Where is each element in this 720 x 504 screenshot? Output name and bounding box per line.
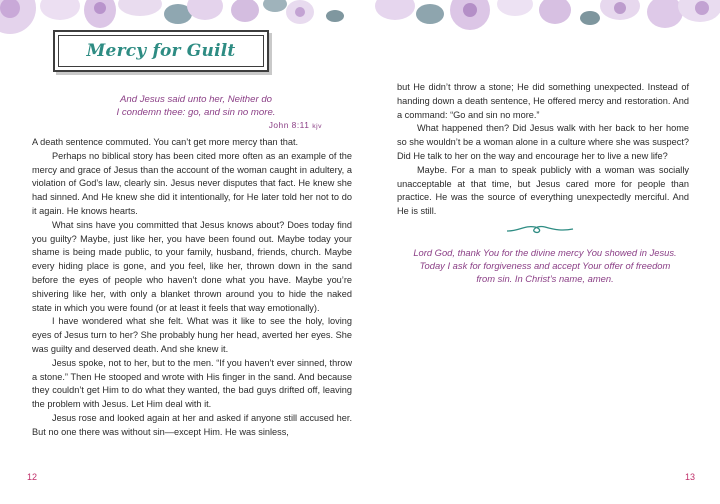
chapter-title: Mercy for Guilt bbox=[86, 41, 236, 61]
flower-cluster-right bbox=[375, 0, 720, 30]
paragraph: What sins have you committed that Jesus knows about? Does today find you guilty? Maybe, just like her, you have been found out. Maybe today your shame is being made public, to your family, husband, friends, church. Maybe every hiding place is gone, and you feel, like her, thrown down in the sand before the eyes of people who haven’t done what you have. Maybe you’re shivering like her, with only a blanket thrown around you to hide the naked state in which you were found (or at least it feels that way emotionally). bbox=[32, 219, 352, 313]
prayer-text: Lord God, thank You for the divine mercy You showed in Jesus. Today I ask for forgiveness and accept Your offer of freedom from sin. In Christ’s name, amen. bbox=[413, 247, 677, 285]
paragraph: I have wondered what she felt. What was it like to see the holy, loving eyes of Jesus turn to her? She probably hung her head, averted her eyes. She was guilty and deserved death. And she knew it. bbox=[32, 316, 352, 354]
flower-cluster-left bbox=[0, 0, 344, 34]
chapter-title-box bbox=[53, 30, 269, 72]
paragraph: A death sentence commuted. You can’t get more mercy than that. bbox=[32, 137, 299, 147]
flourish-divider-icon bbox=[505, 222, 575, 236]
page-number-right: 13 bbox=[685, 472, 696, 482]
paragraph: Jesus rose and looked again at her and asked if anyone still accused her. But no one there was without sin—except Him. He was sinless, bbox=[32, 412, 352, 437]
verse-ref-text: John 8:11 bbox=[268, 120, 310, 130]
verse-line-2: I condemn thee: go, and sin no more. bbox=[116, 107, 276, 118]
paragraph: What happened then? Did Jesus walk with her back to her home so she wouldn’t be a woman alone in a culture where she was suspect? Did He talk to her on the way and encourage her to live a new life? bbox=[397, 123, 689, 161]
right-page-body bbox=[397, 81, 689, 219]
left-page-body bbox=[32, 136, 352, 440]
paragraph: Perhaps no biblical story has been cited more often as an example of the mercy and grace of Jesus than the account of the woman caught in adultery, a violation of God’s law, clearly sin. Jesus never disputes that fact. He knew she had sinned. And He knew she did it intentionally, for He later told her not to do it again. He knows hearts. bbox=[32, 150, 352, 216]
verse-version: kjv bbox=[312, 123, 322, 130]
verse-line-1: And Jesus said unto her, Neither do bbox=[120, 94, 272, 105]
paragraph: Maybe. For a man to speak publicly with a woman was socially unacceptable at that time, but Jesus cared more for people than practice. He was the source of everything unexpectedly merciful. And He is still. bbox=[397, 164, 689, 217]
scripture-verse bbox=[32, 93, 360, 133]
page-number-left: 12 bbox=[27, 472, 38, 482]
verse-reference bbox=[32, 119, 360, 133]
paragraph: but He didn’t throw a stone; He did something unexpected. Instead of handing down a death sentence, He offered mercy and restoration. And a command: “Go and sin no more.” bbox=[397, 82, 689, 120]
paragraph: Jesus spoke, not to her, but to the men. “If you haven’t ever sinned, throw a stone.” Then He stooped and wrote with His finger in the sand. And because they couldn’t get Him to do what they wanted, the bad guys drifted off, leaving the problem with Jesus. Let Him deal with it. bbox=[32, 357, 352, 410]
